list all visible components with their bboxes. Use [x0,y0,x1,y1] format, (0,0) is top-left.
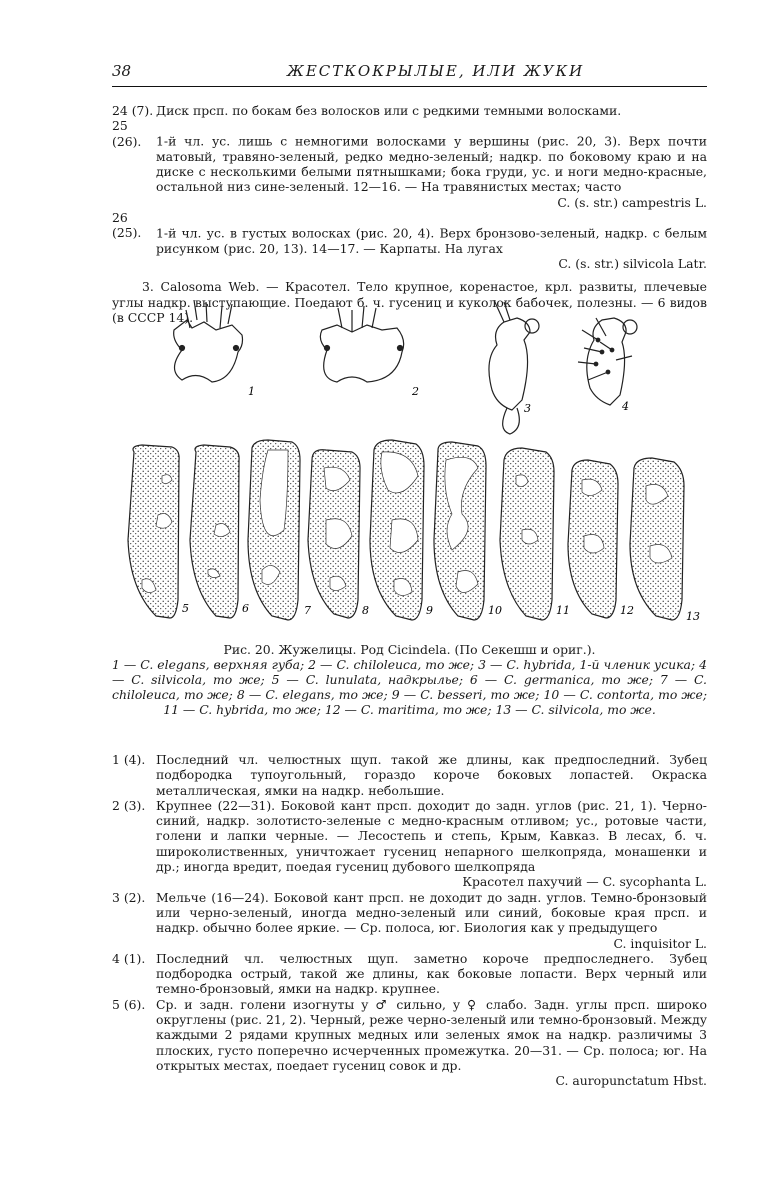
key-text: Крупнее (22—31). Боковой кант прсп. доходит до задн. углов (рис. 21, 1). Черно-синий, надкр. золотисто-зеленые с медно-красным отливом; ус., ротовые части, голени и лапки черные. — Лесостепь и степь, Крым, Кавказ. В лесах, б. ч. широколиственных, уничтожает гусениц непарного шелкопряда, монашенки и др.; иногда вредит, поедая гусениц дубового шелкопряда [156,797,707,875]
elytron-12 [568,460,634,618]
species-line [156,874,707,889]
elytron-11 [500,448,570,620]
key-number: 5 (6). [112,996,146,1012]
key-number: 1 (4). [112,752,146,767]
antenna-segment-4 [578,318,637,405]
species-name: C. (s. str.) campestris L. [557,194,707,210]
figure-caption [112,642,707,717]
fig-label-12: 12 [620,604,634,617]
page-number: 38 [112,62,132,80]
species-name: Красотел пахучий — C. sycophanta L. [462,874,707,890]
key-number: 24 (7). [112,103,154,118]
key-entry-2 [112,798,707,890]
running-header [112,60,707,87]
elytron-13 [630,458,700,623]
key-number: 3 (2). [112,889,146,905]
fig-label-11: 11 [556,604,570,617]
key-section-top [112,103,707,325]
elytron-6 [190,445,249,618]
key-text: Последний чл. челюстных щуп. такой же длины, как предпоследний. Зубец подбородка тупоугольный, гораздо короче боковых лопастей. Окраска металлическая, ямки на надкр. небольшие. [156,752,707,798]
key-entry-5 [112,997,707,1089]
elytron-7 [248,440,311,620]
fig-label-1: 1 [248,385,255,398]
fig-label-2: 2 [412,385,419,398]
fig-label-3: 3 [524,402,531,415]
fig-label-7: 7 [304,604,311,617]
key-text: Ср. и задн. голени изогнуты у ♂ сильно, у ♀ слабо. Задн. углы прсп. широко округлены (рис. 21, 2). Черный, реже черно-зеленый или темно-бронзовый. Между каждыми 2 рядами крупных медных или зеленых ямок на надкр. различимы 3 плоских, густо поперечно исчерченных промежутка. 20—31. — Ср. полоса; юг. На открытых местах, поедает гусениц совок и др. [156,996,707,1073]
key-entry-3 [112,890,707,951]
species-line [156,195,707,210]
fig-label-5: 5 [182,602,189,615]
running-title: ЖЕСТКОКРЫЛЫЕ, ИЛИ ЖУКИ [287,62,585,80]
elytron-10 [434,442,502,620]
species-line [156,256,707,271]
species-name: C. auropunctatum Hbst. [555,1073,707,1089]
key-text: 1-й чл. ус. в густых волосках (рис. 20, 4). Верх бронзово-зеленый, надкр. с белым рисунком (рис. 20, 13). 14—17. — Карпаты. На лугах [156,225,707,256]
key-text: Диск прсп. по бокам без волосков или с редкими темными волосками. [156,103,622,118]
key-number: 4 (1). [112,950,146,966]
species-line [156,936,707,951]
key-entry-24 [112,103,707,118]
key-entry-4 [112,951,707,997]
key-text: 1-й чл. ус. лишь с немногими волосками у вершины (рис. 20, 3). Верх почти матовый, травяно-зеленый, редко медно-зеленый; надкр. по боковому краю и на диске с несколькими белыми пятнышками; бока груди, ус. и ноги медно-красные, остальной низ сине-зеленый. 12—16. — На травянистых местах; часто [156,133,707,195]
key-entry-1 [112,752,707,798]
fig-label-6: 6 [242,602,249,615]
elytron-5 [128,445,189,618]
key-section-bottom [112,752,707,1089]
figure-cicindela [112,300,707,640]
key-text: Последний чл. челюстных щуп. заметно короче предпоследнего. Зубец подбородка острый, такой же длины, как боковые лопасти. Верх черный или темно-бронзовый, ямки на надкр. крупнее. [156,950,707,997]
key-entry-26 [112,210,707,271]
fig-label-9: 9 [426,604,433,617]
caption-body: 1 — C. elegans, верхняя губа; 2 — C. chiloleuca, то же; 3 — C. hybrida, 1-й членик усика; 4 — C. silvicola, то же; 5 — C. lunulata, надкрылье; 6 — C. germanica, то же; 7 — C. chiloleuca, то же; 8 — C. elegans, то же; 9 — C. besseri, то же; 10 — C. contorta, то же; 11 — C. hybrida, то же; 12 — C. maritima, то же; 13 — C. silvicola, то же. [112,657,707,717]
caption-title: Рис. 20. Жужелицы. Род Cicindela. (По Секешш и ориг.). [223,642,596,657]
key-number: 25 (26). [112,118,142,149]
labrum-drawing-2 [320,306,403,382]
fig-label-13: 13 [686,610,700,623]
species-name: C. (s. str.) silvicola Latr. [558,255,707,271]
key-entry-25 [112,118,707,210]
key-number: 26 (25). [112,210,142,241]
key-number: 2 (3). [112,797,146,813]
antenna-segment-3 [489,300,539,434]
genus-paragraph: 3. Calosoma Web. — Красотел. Тело крупное, коренастое, крл. развиты, плечевые углы надкр. выступающие. Поедают б. ч. гусениц и куколок бабочек, полезны. — 6 видов (в СССР 14). [112,279,707,325]
species-name: C. inquisitor L. [613,935,707,951]
fig-label-10: 10 [488,604,502,617]
species-line [156,1073,707,1088]
fig-label-4: 4 [622,400,629,413]
key-text: Мельче (16—24). Боковой кант прсп. не доходит до задн. углов. Темно-бронзовый или черно-зеленый, иногда медно-зеленый или синий, боковые края прсп. и надкр. обычно более яркие. — Ср. полоса, юг. Биология как у предыдущего [156,889,707,936]
elytron-9 [370,440,433,620]
labrum-drawing-1 [174,300,243,382]
fig-label-8: 8 [362,604,369,617]
elytron-8 [308,450,369,618]
